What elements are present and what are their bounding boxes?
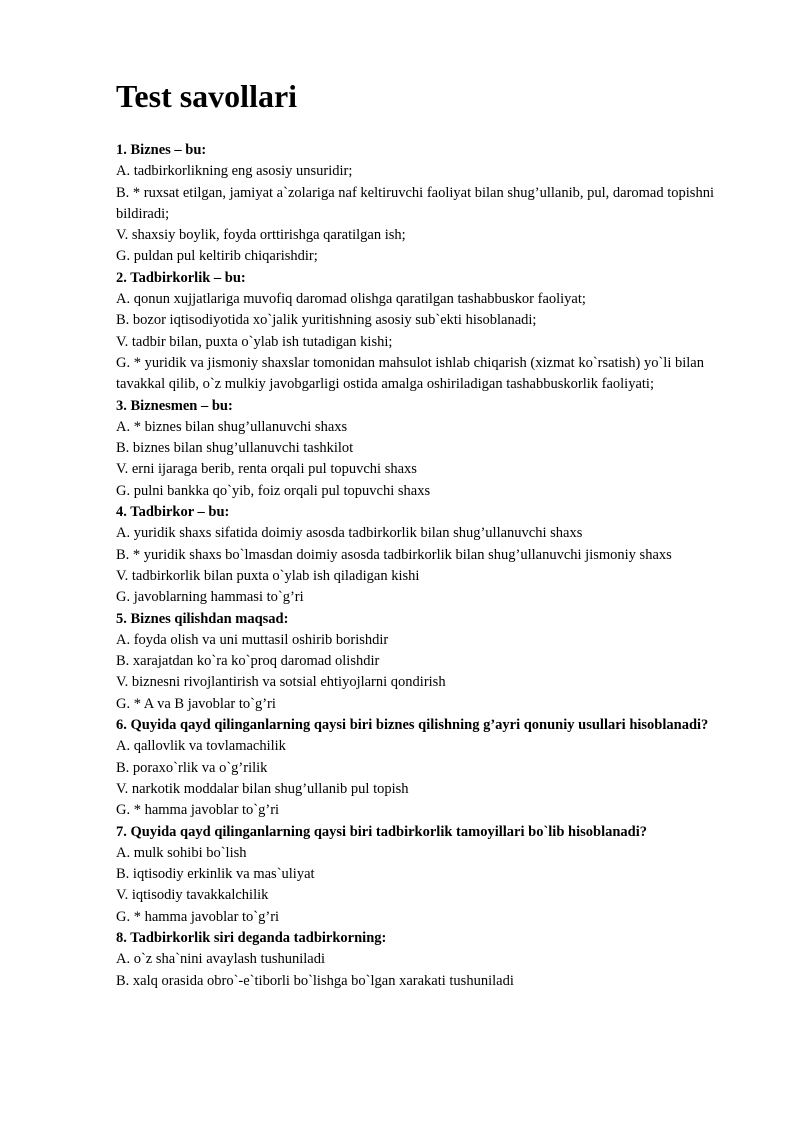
question-text: 4. Tadbirkor – bu: bbox=[116, 504, 230, 521]
answer-option: B. poraxo`rlik va o`g’rilik bbox=[116, 759, 268, 776]
answer-option: A. * biznes bilan shug’ullanuvchi shaxs bbox=[116, 418, 348, 435]
answer-option: G. * hamma javoblar to`g’ri bbox=[116, 908, 280, 925]
question-block bbox=[116, 715, 746, 821]
answer-option: G. javoblarning hammasi to`g’ri bbox=[116, 589, 304, 606]
question-text: 3. Biznesmen – bu: bbox=[116, 397, 233, 414]
question-block bbox=[116, 822, 746, 928]
question-text: 5. Biznes qilishdan maqsad: bbox=[116, 610, 289, 627]
answer-option: A. tadbirkorlikning eng asosiy unsuridir; bbox=[116, 163, 353, 180]
answer-option: B. biznes bilan shug’ullanuvchi tashkilot bbox=[116, 440, 354, 457]
answer-option: V. biznesni rivojlantirish va sotsial ehtiyojlarni qondirish bbox=[116, 674, 446, 691]
question-block bbox=[116, 268, 746, 396]
question-text: 7. Quyida qayd qilinganlarning qaysi biri tadbirkorlik tamoyillari bo`lib hisoblanadi? bbox=[116, 823, 648, 840]
answer-option: G. * A va B javoblar to`g’ri bbox=[116, 695, 276, 712]
answer-option: A. qallovlik va tovlamachilik bbox=[116, 738, 286, 755]
answer-option: G. pulni bankka qo`yib, foiz orqali pul topuvchi shaxs bbox=[116, 482, 431, 499]
question-list bbox=[116, 140, 746, 992]
answer-option: V. shaxsiy boylik, foyda orttirishga qaratilgan ish; bbox=[116, 227, 406, 244]
answer-option: G. * yuridik va jismoniy shaxslar tomonidan mahsulot ishlab chiqarish (xizmat ko`rsatish) yo`li bilan tavakkal qilib, o`z mulkiy javobgarligi ostida amalga oshiriladigan tashabbuskorlik faoliyati; bbox=[116, 354, 704, 393]
answer-option: V. iqtisodiy tavakkalchilik bbox=[116, 887, 269, 904]
page-title: Test savollari bbox=[116, 78, 298, 114]
answer-option: V. erni ijaraga berib, renta orqali pul topuvchi shaxs bbox=[116, 461, 417, 478]
answer-option: V. tadbirkorlik bilan puxta o`ylab ish qiladigan kishi bbox=[116, 567, 420, 584]
question-block bbox=[116, 928, 746, 992]
question-text: 1. Biznes – bu: bbox=[116, 142, 207, 158]
answer-option: B. xalq orasida obro`-e`tiborli bo`lishga bo`lgan xarakati tushuniladi bbox=[116, 972, 514, 989]
answer-option: A. qonun xujjatlariga muvofiq daromad olishga qaratilgan tashabbuskor faoliyat; bbox=[116, 291, 586, 308]
answer-option: V. narkotik moddalar bilan shug’ullanib pul topish bbox=[116, 780, 409, 797]
answer-option: B. * yuridik shaxs bo`lmasdan doimiy asosda tadbirkorlik bilan shug’ullanuvchi jismoniy shaxs bbox=[116, 546, 672, 563]
question-block bbox=[116, 609, 746, 715]
answer-option: V. tadbir bilan, puxta o`ylab ish tutadigan kishi; bbox=[116, 333, 393, 350]
answer-option: B. xarajatdan ko`ra ko`proq daromad olishdir bbox=[116, 653, 380, 670]
question-text: 6. Quyida qayd qilinganlarning qaysi biri biznes qilishning g’ayri qonuniy usullari hisoblanadi? bbox=[116, 717, 709, 734]
answer-option: G. * hamma javoblar to`g’ri bbox=[116, 802, 280, 819]
document-page bbox=[116, 76, 746, 992]
answer-option: B. iqtisodiy erkinlik va mas`uliyat bbox=[116, 866, 315, 883]
answer-option: B. bozor iqtisodiyotida xo`jalik yuritishning asosiy sub`ekti hisoblanadi; bbox=[116, 312, 537, 329]
question-block bbox=[116, 396, 746, 502]
question-text: 2. Tadbirkorlik – bu: bbox=[116, 269, 246, 286]
question-text: 8. Tadbirkorlik siri deganda tadbirkorning: bbox=[116, 929, 387, 946]
answer-option: A. foyda olish va uni muttasil oshirib borishdir bbox=[116, 631, 389, 648]
answer-option: A. yuridik shaxs sifatida doimiy asosda tadbirkorlik bilan shug’ullanuvchi shaxs bbox=[116, 525, 583, 542]
answer-option: A. mulk sohibi bo`lish bbox=[116, 844, 247, 861]
question-block bbox=[116, 502, 746, 608]
answer-option: A. o`z sha`nini avaylash tushuniladi bbox=[116, 951, 325, 968]
answer-option: G. puldan pul keltirib chiqarishdir; bbox=[116, 248, 318, 265]
question-block bbox=[116, 140, 746, 268]
answer-option: B. * ruxsat etilgan, jamiyat a`zolariga naf keltiruvchi faoliyat bilan shug’ullanib, pul, daromad topishni bildiradi; bbox=[116, 184, 714, 222]
